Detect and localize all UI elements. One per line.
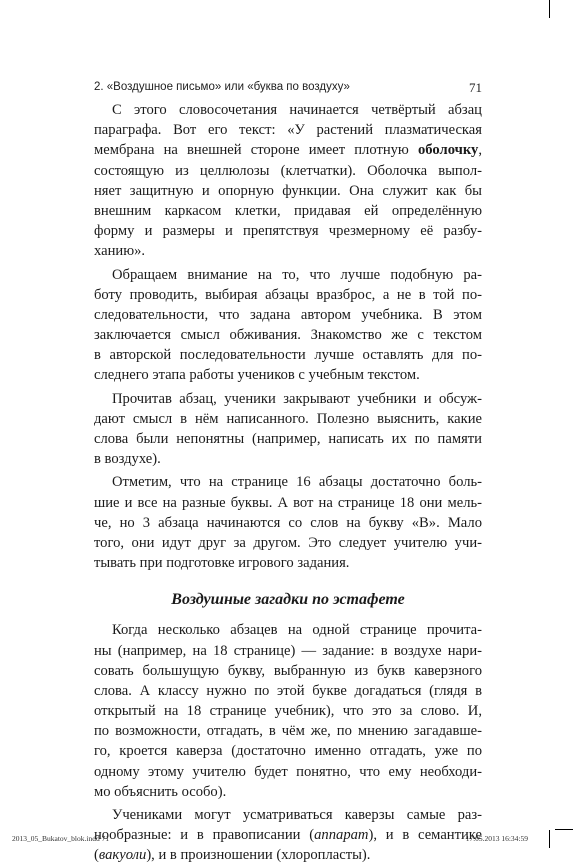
text-line: Обращаем внимание на то, что лучше подобную ра- [112,266,482,283]
text-line: ны (например, на 18 странице) — задание: в воздухе нари- [94,642,482,659]
section-heading: Воздушные загадки по эстафете [171,591,405,609]
text-line: че, но 3 абзаца начинаются со слов на букву «В». Мало [94,514,482,531]
crop-mark-bottom-right-h [555,829,573,830]
text-line: внешним каркасом клетки, придавая ей определённую [94,202,482,219]
text-line: форму и размеры и препятствуя чрезмерному её разбу- [94,223,482,240]
italic-term: вакуоли [98,847,147,864]
text-line: Учениками могут усматриваться каверзы самые раз- [112,807,482,823]
text-line: следовательности, что задана автором учебника. В этом [94,306,482,323]
body-text [94,100,482,866]
text-line: тывать при подготовке игрового задания. [94,555,350,572]
text-line: слова. А классу нужно по этой букве догадаться (глядя в [94,682,482,699]
text-line: (вакуоли), и в произношении (хлоропласты). [94,847,371,864]
text-line: дают смысл в нём написанного. Полезно выяснить, какие [94,410,482,427]
paragraph [94,472,482,573]
text-line: боту проводить, выбирая абзацы вразброс, а не в той по- [94,286,482,303]
text-line: совать большущую букву, выбранную из букв каверзного [94,662,482,679]
running-title: 2. «Воздушное письмо» или «буква по воздуху» [94,81,350,93]
text-line: Когда несколько абзацев на одной странице прочита- [112,622,482,639]
bold-term: оболочку [418,142,479,159]
text-line: Отметим, что на странице 16 абзацы достаточно боль- [112,474,482,491]
text-line: в авторской последовательности лучше оставлять для по- [94,347,482,364]
page-number: 71 [469,80,482,95]
paragraph [94,389,482,470]
text-line: одному этому учителю будет понятно, что ему необходи- [94,763,482,780]
running-header [94,81,482,93]
file-name: 2013_05_Bukatov_blok.indd 71 [12,834,110,843]
text-line: заключается смысл обживания. Знакомство же с текстом [94,327,482,344]
text-line: состоящую из целлюлозы (клетчатки). Оболочка выпол- [94,162,482,179]
text-line: шие и все на разные буквы. А вот на странице 18 они мель- [94,494,482,511]
crop-mark-bottom-right [549,830,550,848]
text-line: параграфа. Вот его текст: «У растений плазматическая [94,122,482,139]
text-line: открытый на 18 странице учебник), что это за слово. И, [94,703,482,720]
text-line: Прочитав абзац, ученики закрывают учебники и обсуж- [112,390,482,407]
paragraph [94,805,482,866]
print-timestamp: 17.05.2013 16:34:59 [465,834,528,843]
paragraph [94,620,482,802]
text-line: няет защитную и опорную функции. Она служит как бы [94,182,482,199]
text-line: того, они идут друг за другом. Это следует учителю учи- [94,534,482,551]
text-line: мембрана на внешней стороне имеет плотную оболочку, [94,142,482,159]
text-line: С этого словосочетания начинается четвёртый абзац [112,102,482,118]
text-line: нообразные: и в правописании (аппарат), и в семантике [94,827,482,844]
paragraph [94,265,482,386]
text-line: следнего этапа работы учеников с учебным текстом. [94,367,420,384]
italic-term: аппарат [314,827,369,844]
text-line: в воздухе). [94,451,161,468]
text-line: слова были непонятны (например, написать их по памяти [94,431,482,447]
text-line: го, кроется каверза (достаточно именно отгадать, уже по [94,743,482,760]
text-line: по возможности, отгадать, в чём же, по мнению загадавше- [94,723,482,740]
paragraph [94,100,482,262]
crop-mark-top-right [549,0,550,18]
text-line: ханию». [94,243,146,260]
text-line: мо объяснить особо). [94,783,227,800]
